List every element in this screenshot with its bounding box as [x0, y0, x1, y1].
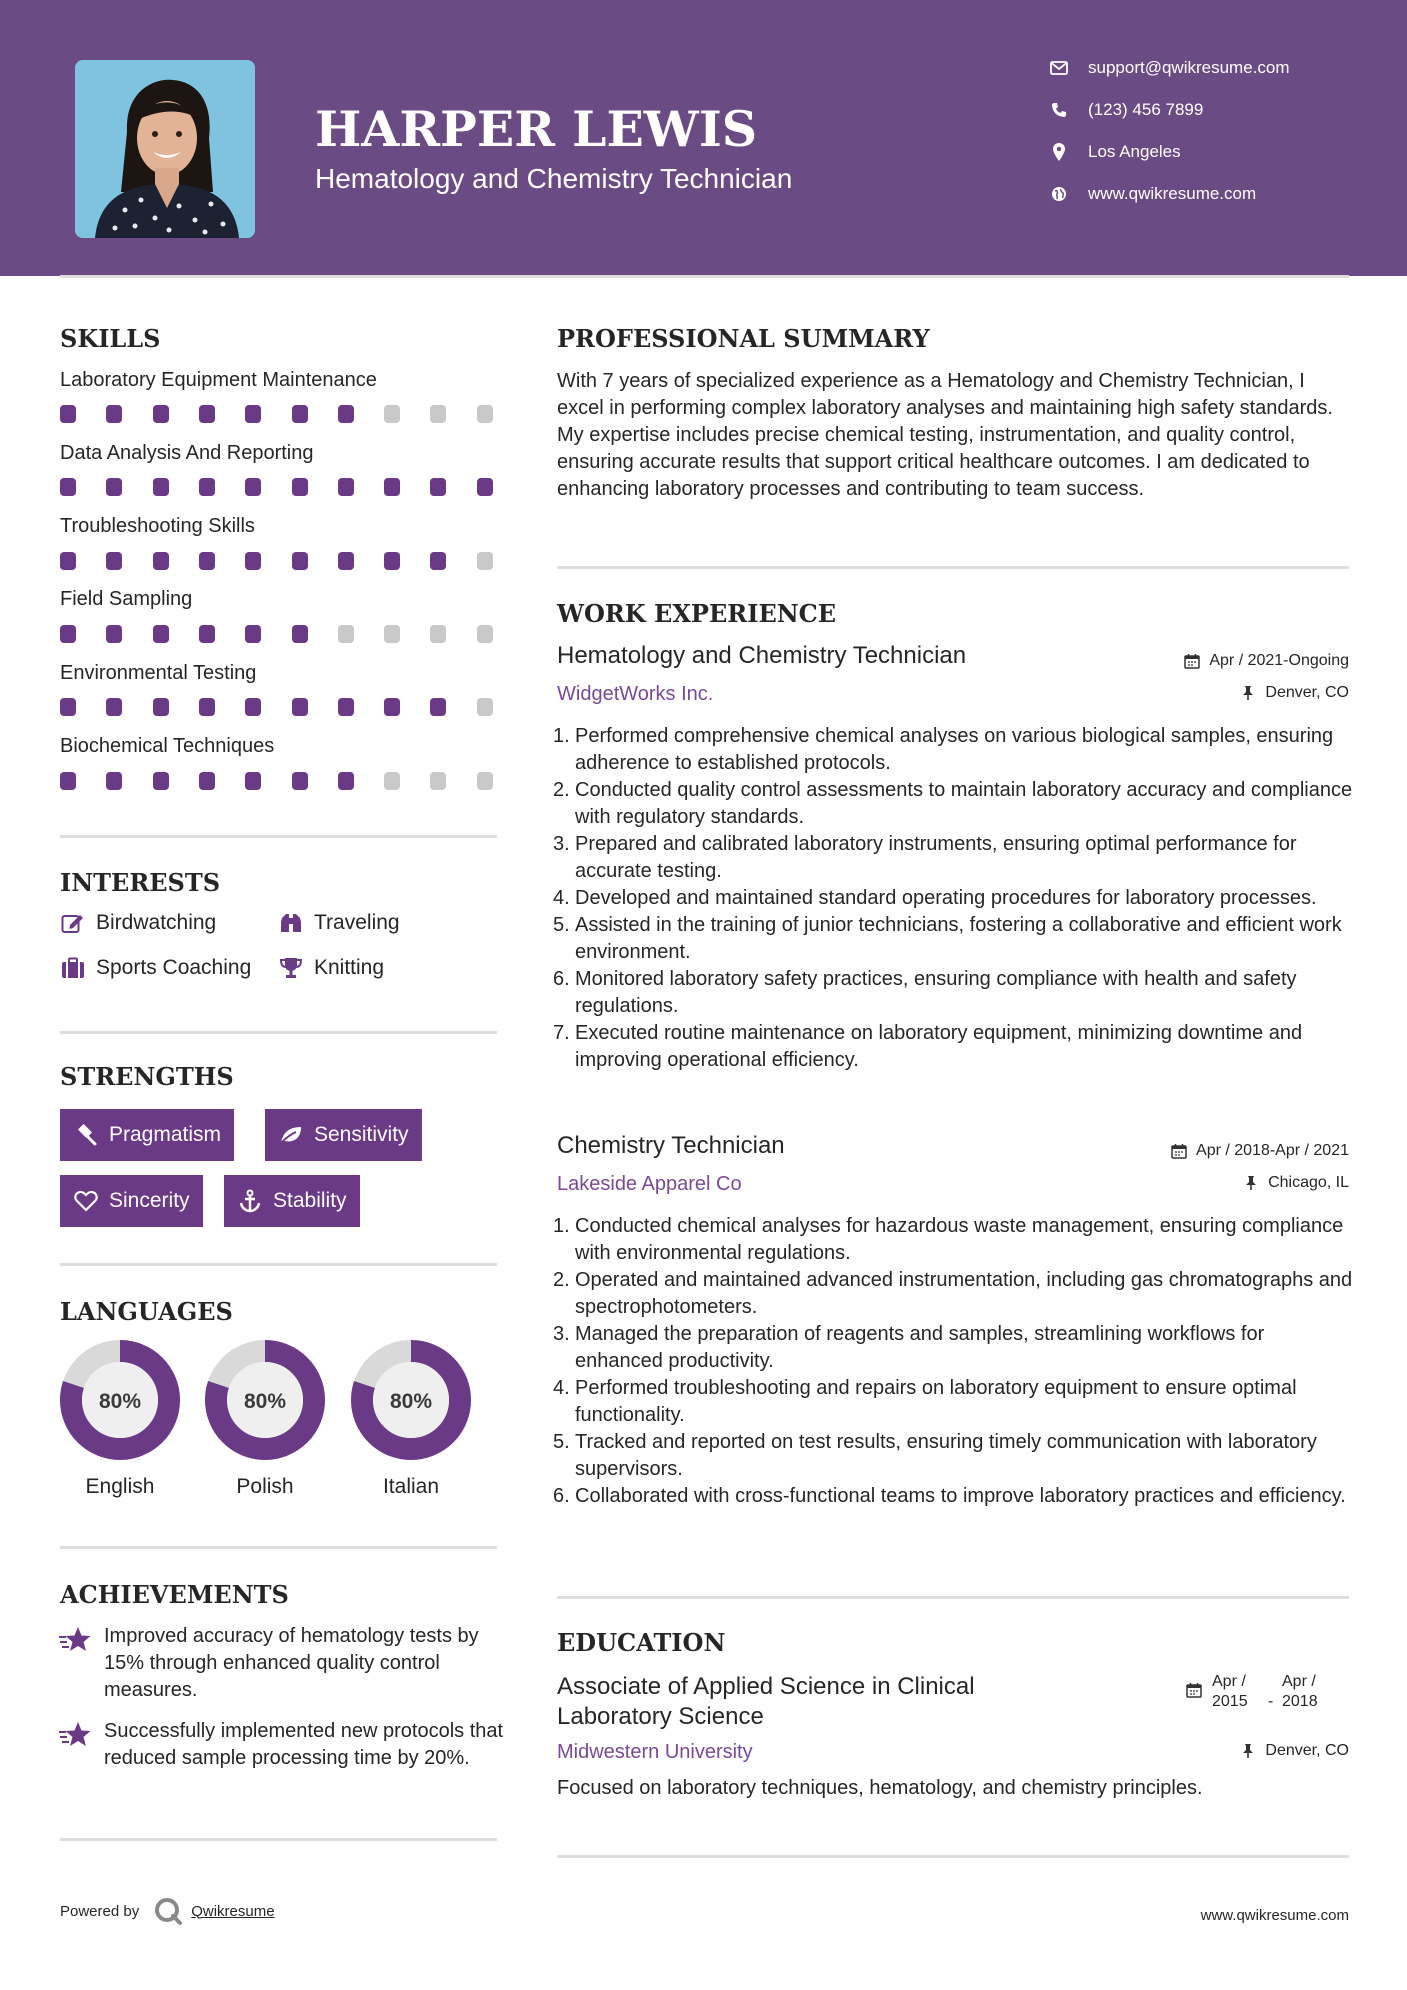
job-responsibilities: [553, 1213, 1353, 1510]
skill-dot-filled: [153, 405, 169, 423]
responsibility-item: 3. Prepared and calibrated laboratory instruments, ensuring optimal performance for accurate testing.: [553, 833, 1297, 882]
experience-heading: WORK EXPERIENCE: [557, 599, 837, 628]
education-description: Focused on laboratory techniques, hematology, and chemistry principles.: [557, 1777, 1203, 1799]
calendar-icon: [1183, 652, 1201, 670]
strength-chip: [60, 1175, 203, 1227]
skill-dot-filled: [153, 552, 169, 570]
job-dates: [1170, 1142, 1349, 1160]
pushpin-icon: [1242, 1174, 1260, 1192]
skill-dot-filled: [338, 552, 354, 570]
skill-dot-filled: [245, 552, 261, 570]
skill-name: Environmental Testing: [60, 662, 257, 684]
job-dates-text: Apr / 2021-Ongoing: [1209, 652, 1349, 669]
skill-dot-empty: [384, 772, 400, 790]
skill-dot-filled: [384, 698, 400, 716]
skill-dot-filled: [60, 625, 76, 643]
trophy-icon: [278, 956, 304, 980]
job-role: Chemistry Technician: [557, 1132, 785, 1159]
contact-location-text: Los Angeles: [1088, 142, 1181, 161]
skill-dot-filled: [384, 478, 400, 496]
section-divider: [557, 1596, 1349, 1599]
powered-by-label: Powered by: [60, 1902, 140, 1920]
skill-rating: [60, 405, 497, 423]
responsibility-item: 1. Conducted chemical analyses for hazardous waste management, ensuring compliance with environmental regulations.: [553, 1215, 1344, 1264]
interests-heading: INTERESTS: [60, 868, 221, 897]
language-name: English: [85, 1475, 155, 1498]
phone-icon: [1048, 99, 1070, 121]
section-divider: [557, 1855, 1349, 1858]
responsibility-item: 7. Executed routine maintenance on laboratory equipment, minimizing downtime and improving operational efficiency.: [553, 1022, 1303, 1071]
skill-dot-filled: [245, 405, 261, 423]
language-percent: 80%: [389, 1390, 433, 1413]
calendar-icon: [1186, 1682, 1204, 1700]
skill-dot-empty: [477, 698, 493, 716]
strength-chip: [224, 1175, 360, 1227]
globe-icon: [1048, 183, 1070, 205]
section-divider: [60, 1263, 497, 1266]
skill-dot-filled: [384, 552, 400, 570]
map-pin-icon: [1048, 141, 1070, 163]
language-meter: [58, 1338, 182, 1462]
skill-dot-empty: [477, 405, 493, 423]
responsibility-item: 6. Collaborated with cross-functional teams to improve laboratory practices and efficiency.: [553, 1485, 1346, 1507]
qwikresume-link[interactable]: Qwikresume: [191, 1902, 275, 1920]
interest-item: [60, 911, 216, 935]
interest-label: Knitting: [314, 956, 385, 979]
education-end: Apr / 2018: [1282, 1673, 1318, 1710]
skill-dot-filled: [338, 698, 354, 716]
skill-dot-filled: [245, 478, 261, 496]
skill-dot-filled: [106, 772, 122, 790]
education-location: [1239, 1742, 1349, 1760]
star-icon: [58, 1720, 92, 1750]
section-divider: [557, 566, 1349, 569]
job-company: Lakeside Apparel Co: [557, 1173, 742, 1195]
job-location: [1239, 684, 1349, 702]
section-divider: [60, 835, 497, 838]
anchor-icon: [237, 1189, 263, 1213]
section-divider: [60, 1838, 497, 1841]
skill-dot-filled: [60, 698, 76, 716]
skill-rating: [60, 625, 497, 643]
skill-dot-empty: [430, 625, 446, 643]
heart-icon: [73, 1189, 99, 1213]
language-percent: 80%: [98, 1390, 142, 1413]
resume-header: [0, 0, 1407, 276]
language-meter: [349, 1338, 473, 1462]
summary-text: With 7 years of specialized experience as a Hematology and Chemistry Technician, I excel in performing complex laboratory analyses and maintaining high safety standards. My expertise includes precise chemical testing, instrumentation, and quality control, ensuring accurate results that support critical healthcare outcomes. I am dedicated to enhancing laboratory processes and contributing to team success.: [557, 370, 1333, 500]
pencil-square-icon: [60, 911, 86, 935]
job-dates-text: Apr / 2018-Apr / 2021: [1196, 1142, 1349, 1159]
languages-heading: LANGUAGES: [60, 1297, 233, 1326]
responsibility-item: 6. Monitored laboratory safety practices, ensuring compliance with health and safety regulations.: [553, 968, 1297, 1017]
strengths-heading: STRENGTHS: [60, 1062, 234, 1091]
language-ring: [349, 1338, 473, 1462]
skill-dot-empty: [477, 625, 493, 643]
skill-dot-filled: [60, 405, 76, 423]
skill-name: Biochemical Techniques: [60, 735, 275, 757]
strength-label: Pragmatism: [109, 1123, 222, 1146]
job-role: Hematology and Chemistry Technician: [557, 642, 967, 669]
skill-dot-filled: [60, 552, 76, 570]
skill-dot-filled: [292, 772, 308, 790]
education-school: Midwestern University: [557, 1741, 753, 1763]
skill-dot-filled: [199, 478, 215, 496]
responsibility-item: 2. Conducted quality control assessments to maintain laboratory accuracy and compliance with regulatory standards.: [553, 779, 1353, 828]
contact-location: [1048, 141, 1181, 163]
contact-phone-text: (123) 456 7899: [1088, 100, 1204, 119]
job-responsibilities: [553, 723, 1353, 1074]
interest-label: Traveling: [314, 911, 400, 934]
strength-label: Stability: [273, 1189, 347, 1212]
strength-chip: [60, 1109, 234, 1161]
skill-dot-filled: [106, 698, 122, 716]
job-company: WidgetWorks Inc.: [557, 683, 714, 705]
responsibility-item: 2. Operated and maintained advanced instrumentation, including gas chromatographs and spectrophotometers.: [553, 1269, 1353, 1318]
job-location-text: Denver, CO: [1265, 684, 1349, 701]
footer-powered-by: [60, 1896, 275, 1926]
skill-dot-filled: [292, 698, 308, 716]
skill-dot-empty: [430, 772, 446, 790]
language-ring: [203, 1338, 327, 1462]
qwikresume-logo-icon: [153, 1896, 183, 1926]
section-divider: [60, 1031, 497, 1034]
skill-dot-filled: [199, 772, 215, 790]
responsibility-item: 4. Performed troubleshooting and repairs on laboratory equipment to ensure optimal functionality.: [553, 1377, 1297, 1426]
interest-label: Sports Coaching: [96, 956, 252, 979]
skill-dot-empty: [430, 405, 446, 423]
skill-dot-filled: [292, 552, 308, 570]
achievements-heading: ACHIEVEMENTS: [60, 1580, 289, 1609]
skill-dot-filled: [153, 625, 169, 643]
skill-dot-empty: [477, 772, 493, 790]
skill-dot-filled: [292, 405, 308, 423]
skill-dot-filled: [153, 698, 169, 716]
interest-item: [60, 956, 251, 980]
skill-dot-filled: [199, 698, 215, 716]
header-divider: [60, 275, 1349, 278]
skill-dot-empty: [384, 405, 400, 423]
language-meter: [203, 1338, 327, 1462]
contact-website-text: www.qwikresume.com: [1088, 184, 1257, 203]
skill-dot-filled: [199, 405, 215, 423]
skill-dot-filled: [106, 478, 122, 496]
education-dates: [1186, 1672, 1338, 1712]
contact-website[interactable]: [1048, 183, 1256, 205]
skill-dot-filled: [106, 552, 122, 570]
education-degree: Associate of Applied Science in Clinical Laboratory Science: [557, 1673, 975, 1730]
binoculars-icon: [278, 911, 304, 935]
leaf-icon: [278, 1123, 304, 1147]
strength-label: Sensitivity: [314, 1123, 409, 1146]
profile-photo: [75, 60, 255, 238]
skill-dot-filled: [106, 405, 122, 423]
skill-rating: [60, 772, 497, 790]
contact-phone[interactable]: [1048, 99, 1203, 121]
education-date-dash: -: [1268, 1693, 1274, 1710]
skill-dot-empty: [338, 625, 354, 643]
achievement-text: Successfully implemented new protocols that reduced sample processing time by 20%.: [104, 1720, 504, 1769]
skill-dot-filled: [245, 625, 261, 643]
skill-dot-filled: [430, 478, 446, 496]
skill-dot-filled: [153, 478, 169, 496]
interest-label: Birdwatching: [96, 911, 217, 934]
job-location: [1242, 1174, 1349, 1192]
job-dates: [1183, 652, 1349, 670]
strength-label: Sincerity: [109, 1189, 190, 1212]
skill-name: Troubleshooting Skills: [60, 515, 255, 537]
skill-name: Laboratory Equipment Maintenance: [60, 369, 377, 391]
interest-item: [278, 956, 384, 980]
skill-rating: [60, 698, 497, 716]
language-ring: [58, 1338, 182, 1462]
strength-chip: [265, 1109, 422, 1161]
skill-dot-filled: [338, 478, 354, 496]
skill-dot-filled: [199, 552, 215, 570]
skill-dot-empty: [384, 625, 400, 643]
achievement-text: Improved accuracy of hematology tests by 15% through enhanced quality control measures.: [104, 1625, 479, 1701]
pushpin-icon: [1239, 684, 1257, 702]
education-start: Apr / 2015: [1212, 1673, 1248, 1710]
calendar-icon: [1170, 1142, 1188, 1160]
envelope-icon: [1048, 57, 1070, 79]
skill-dot-filled: [430, 552, 446, 570]
responsibility-item: 3. Managed the preparation of reagents and samples, streamlining workflows for enhanced productivity.: [553, 1323, 1265, 1372]
responsibility-item: 1. Performed comprehensive chemical analyses on various biological samples, ensuring adherence to established protocols.: [553, 725, 1334, 774]
skill-dot-empty: [477, 552, 493, 570]
skill-dot-filled: [199, 625, 215, 643]
skill-dot-filled: [245, 698, 261, 716]
skill-dot-filled: [292, 478, 308, 496]
skill-dot-filled: [430, 698, 446, 716]
contact-email-text: support@qwikresume.com: [1088, 58, 1290, 77]
footer-website[interactable]: www.qwikresume.com: [1200, 1907, 1349, 1924]
skill-name: Data Analysis And Reporting: [60, 442, 314, 464]
skill-rating: [60, 478, 497, 496]
summary-heading: PROFESSIONAL SUMMARY: [557, 324, 930, 353]
skill-name: Field Sampling: [60, 588, 193, 610]
job-location-text: Chicago, IL: [1268, 1174, 1349, 1191]
suitcase-icon: [60, 956, 86, 980]
contact-email[interactable]: [1048, 57, 1290, 79]
gavel-icon: [73, 1123, 99, 1147]
skills-heading: SKILLS: [60, 324, 161, 353]
language-name: Polish: [236, 1475, 294, 1498]
skill-dot-filled: [477, 478, 493, 496]
skill-dot-filled: [292, 625, 308, 643]
education-location-text: Denver, CO: [1265, 1742, 1349, 1759]
language-name: Italian: [382, 1475, 440, 1498]
candidate-title: Hematology and Chemistry Technician: [315, 163, 793, 194]
section-divider: [60, 1546, 497, 1549]
skill-dot-filled: [245, 772, 261, 790]
skill-rating: [60, 552, 497, 570]
education-heading: EDUCATION: [557, 1628, 726, 1657]
interest-item: [278, 911, 400, 935]
responsibility-item: 5. Assisted in the training of junior technicians, fostering a collaborative and efficient work environment.: [553, 914, 1342, 963]
skill-dot-filled: [106, 625, 122, 643]
skill-dot-filled: [60, 478, 76, 496]
star-icon: [58, 1625, 92, 1655]
responsibility-item: 4. Developed and maintained standard operating procedures for laboratory processes.: [553, 887, 1317, 909]
skill-dot-filled: [60, 772, 76, 790]
skill-dot-filled: [153, 772, 169, 790]
language-percent: 80%: [243, 1390, 287, 1413]
candidate-name: HARPER LEWIS: [315, 100, 758, 158]
skill-dot-filled: [338, 772, 354, 790]
responsibility-item: 5. Tracked and reported on test results, ensuring timely communication with laboratory supervisors.: [553, 1431, 1317, 1480]
pushpin-icon: [1239, 1742, 1257, 1760]
skill-dot-filled: [338, 405, 354, 423]
